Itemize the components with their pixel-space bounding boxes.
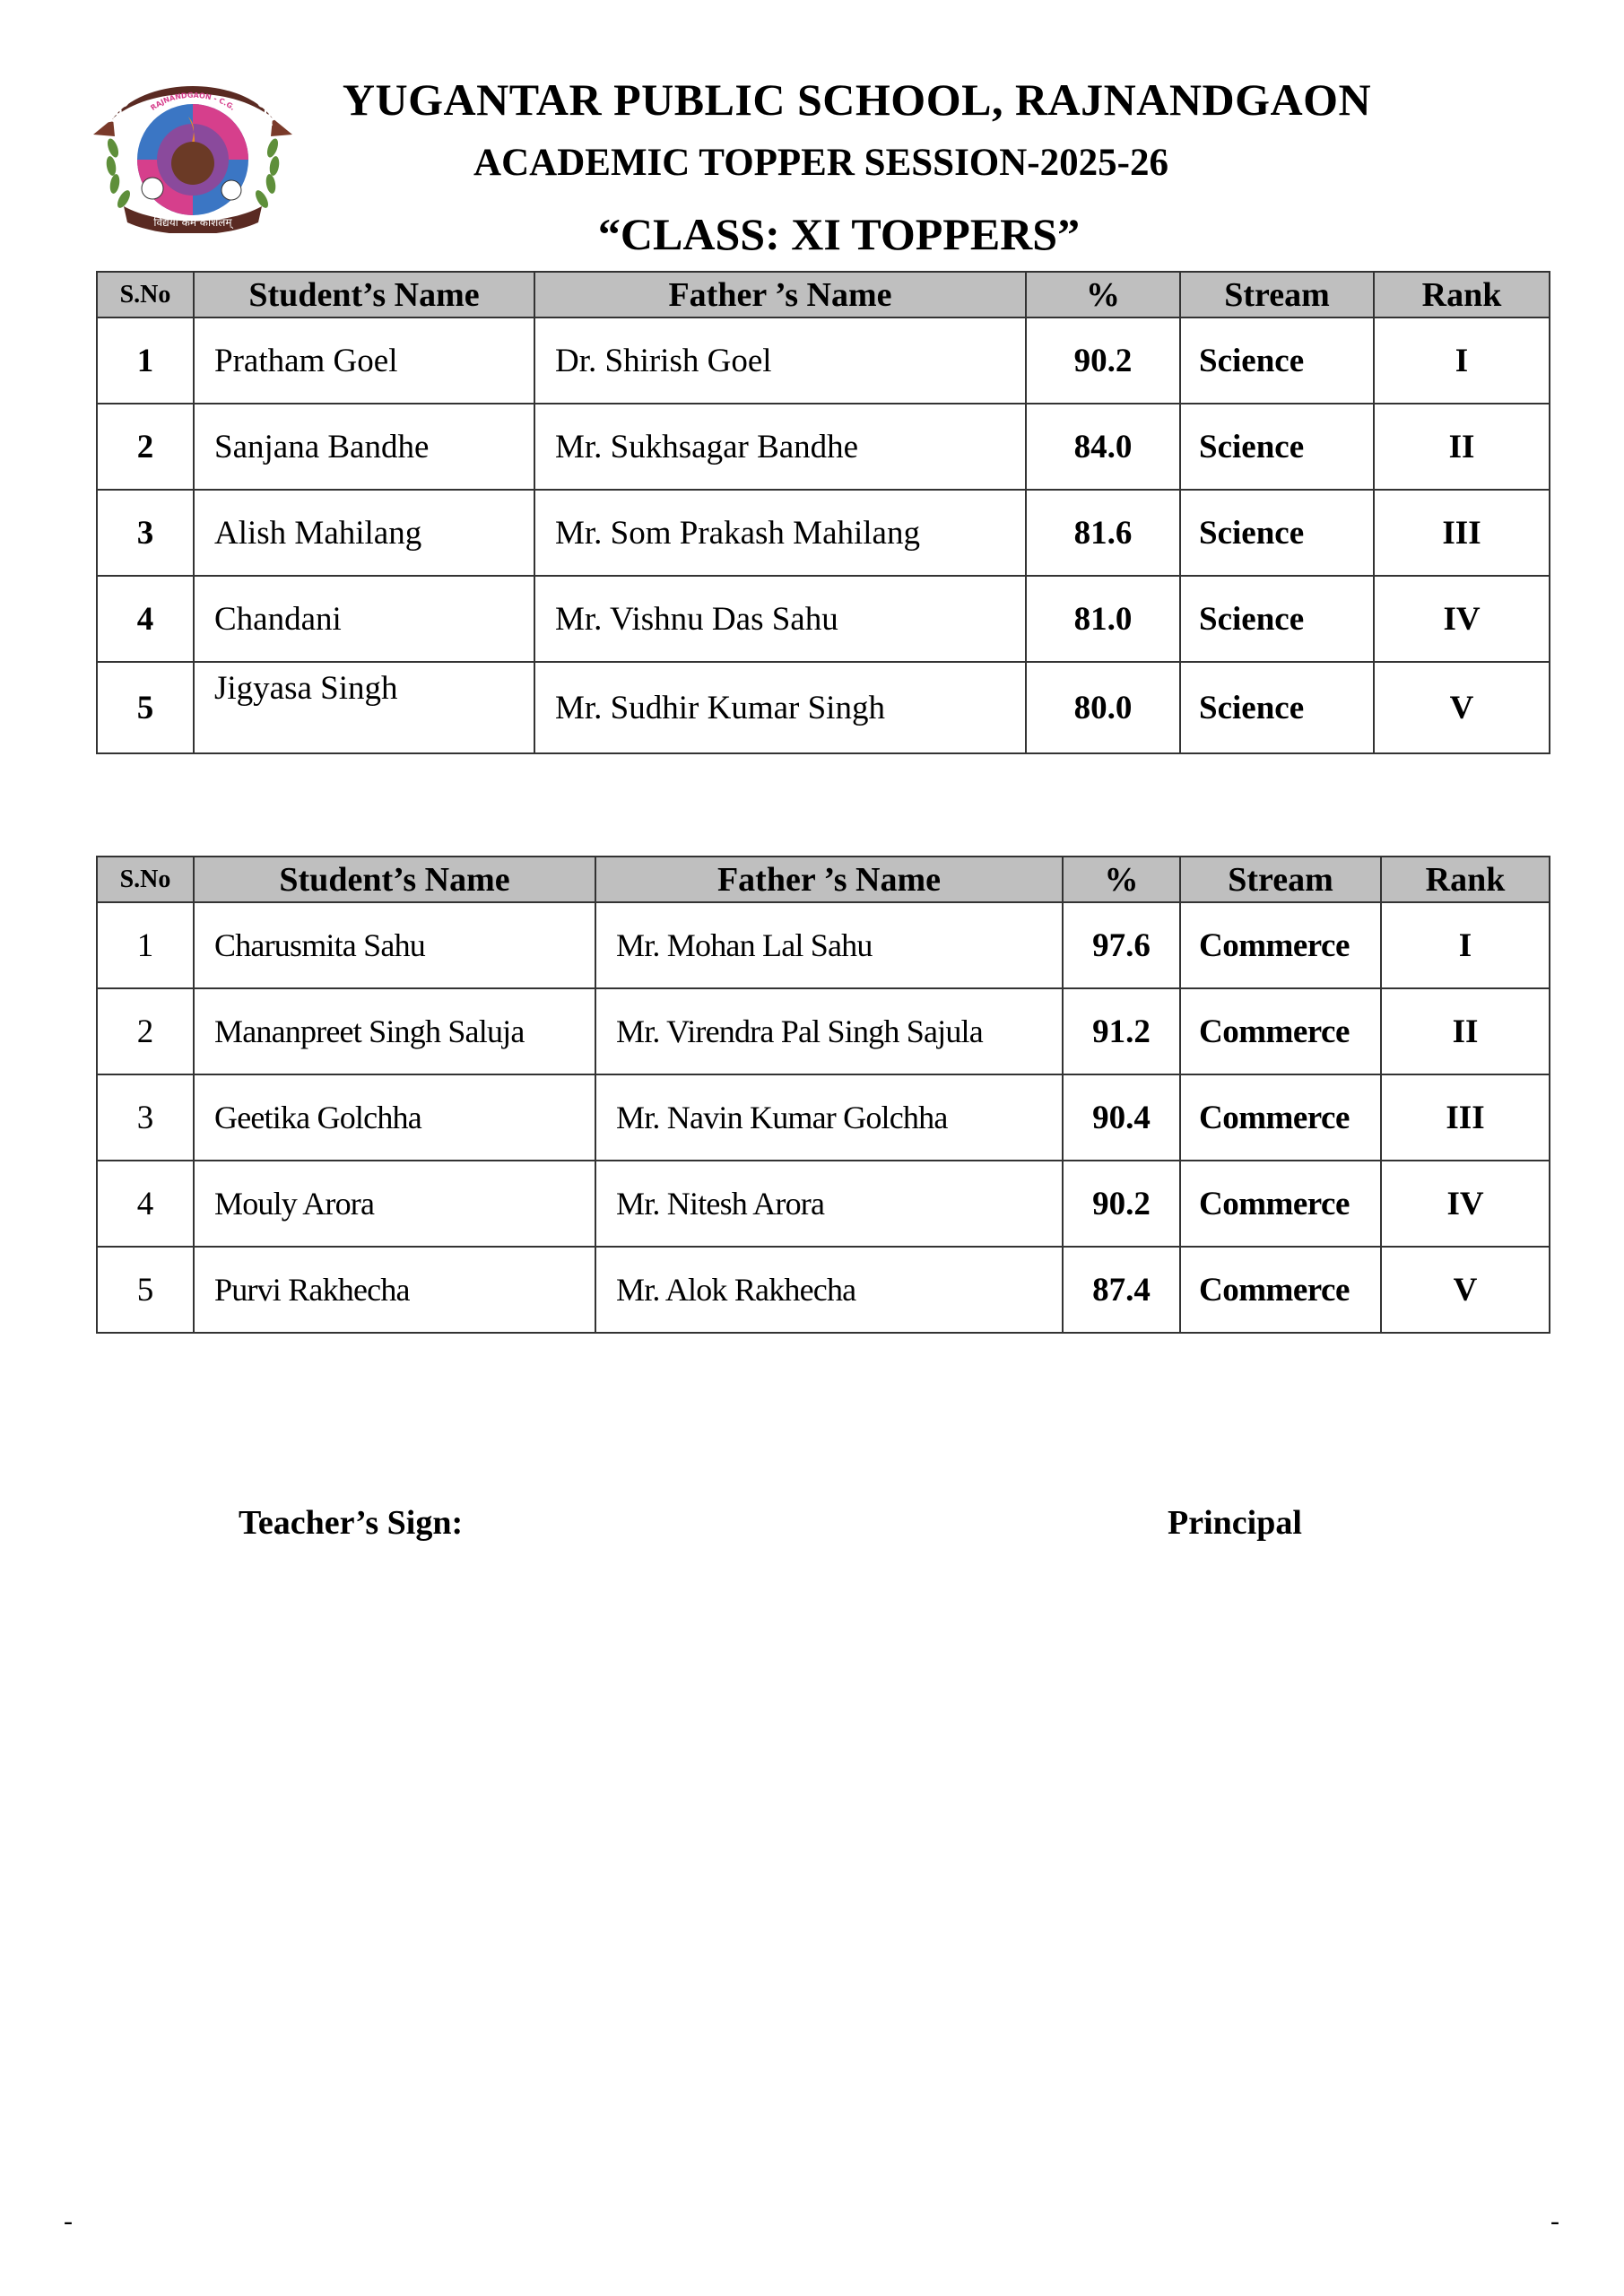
cell-father: Mr. Alok Rakhecha [595, 1247, 1063, 1333]
cell-percent: 84.0 [1026, 404, 1180, 490]
cell-stream: Commerce [1180, 988, 1381, 1074]
cell-father: Mr. Nitesh Arora [595, 1161, 1063, 1247]
col-header-student: Student’s Name [194, 272, 534, 317]
table-row [97, 902, 1550, 988]
cell-sno: 4 [97, 1161, 194, 1247]
cell-student: Sanjana Bandhe [194, 404, 534, 490]
cell-sno: 3 [97, 490, 194, 576]
cell-father: Mr. Virendra Pal Singh Sajula [595, 988, 1063, 1074]
principal-label: Principal [1168, 1504, 1302, 1542]
table-row [97, 404, 1550, 490]
table-row [97, 490, 1550, 576]
col-header-percent: % [1063, 857, 1180, 902]
cell-student: Chandani [194, 576, 534, 662]
cell-percent: 90.2 [1063, 1161, 1180, 1247]
cell-stream: Commerce [1180, 1247, 1381, 1333]
cell-student: Pratham Goel [194, 317, 534, 404]
cell-student: Geetika Golchha [194, 1074, 595, 1161]
cell-sno: 2 [97, 988, 194, 1074]
cell-stream: Science [1180, 317, 1374, 404]
cell-stream: Science [1180, 404, 1374, 490]
cell-father: Mr. Mohan Lal Sahu [595, 902, 1063, 988]
cell-sno: 2 [97, 404, 194, 490]
col-header-rank: Rank [1374, 272, 1550, 317]
col-header-stream: Stream [1180, 857, 1381, 902]
logo-top-text: YUGANTAR PUBLIC SCHOOL [104, 67, 282, 128]
school-title: YUGANTAR PUBLIC SCHOOL, RAJNANDGAON [342, 74, 1372, 125]
cell-percent: 90.4 [1063, 1074, 1180, 1161]
cell-percent: 87.4 [1063, 1247, 1180, 1333]
cell-stream: Science [1180, 576, 1374, 662]
cell-student-wrapper [194, 662, 534, 753]
cell-rank: V [1381, 1247, 1550, 1333]
class-title: “CLASS: XI TOPPERS” [597, 209, 1081, 259]
cell-rank: I [1381, 902, 1550, 988]
cell-percent: 81.0 [1026, 576, 1180, 662]
cell-percent: 80.0 [1026, 662, 1180, 753]
cell-rank: IV [1374, 576, 1550, 662]
logo-sub-text: RAJNANDGAON - C.G. [149, 91, 237, 112]
col-header-sno: S.No [97, 857, 194, 902]
cell-stream: Commerce [1180, 902, 1381, 988]
cell-rank: III [1374, 490, 1550, 576]
session-title: ACADEMIC TOPPER SESSION-2025-26 [473, 142, 1168, 184]
cell-rank: IV [1381, 1161, 1550, 1247]
col-header-sno: S.No [97, 272, 194, 317]
cell-father: Mr. Navin Kumar Golchha [595, 1074, 1063, 1161]
cell-father: Mr. Sudhir Kumar Singh [534, 662, 1026, 753]
col-header-student: Student’s Name [194, 857, 595, 902]
cell-father: Mr. Sukhsagar Bandhe [534, 404, 1026, 490]
cell-sno: 1 [97, 902, 194, 988]
col-header-father: Father ’s Name [534, 272, 1026, 317]
cell-rank: V [1374, 662, 1550, 753]
page-mark-left: - [64, 2206, 73, 2236]
table-row [97, 1161, 1550, 1247]
cell-percent: 91.2 [1063, 988, 1180, 1074]
table-row [97, 1247, 1550, 1333]
cell-sno: 5 [97, 662, 194, 753]
cell-sno: 1 [97, 317, 194, 404]
cell-percent: 81.6 [1026, 490, 1180, 576]
table-header-row [97, 857, 1550, 902]
cell-father: Dr. Shirish Goel [534, 317, 1026, 404]
cell-percent: 97.6 [1063, 902, 1180, 988]
cell-student: Mananpreet Singh Saluja [194, 988, 595, 1074]
col-header-father: Father ’s Name [595, 857, 1063, 902]
cell-rank: I [1374, 317, 1550, 404]
cell-stream: Commerce [1180, 1074, 1381, 1161]
cell-rank: II [1374, 404, 1550, 490]
cell-rank: III [1381, 1074, 1550, 1161]
cell-stream: Science [1180, 662, 1374, 753]
cell-student: Mouly Arora [194, 1161, 595, 1247]
col-header-percent: % [1026, 272, 1180, 317]
cell-sno: 3 [97, 1074, 194, 1161]
cell-stream: Commerce [1180, 1161, 1381, 1247]
table-row [97, 988, 1550, 1074]
col-header-stream: Stream [1180, 272, 1374, 317]
cell-student: Alish Mahilang [194, 490, 534, 576]
cell-student: Purvi Rakhecha [194, 1247, 595, 1333]
science-toppers-table [96, 271, 1550, 754]
table-row [97, 662, 1550, 753]
table-row [97, 317, 1550, 404]
cell-percent: 90.2 [1026, 317, 1180, 404]
cell-father: Mr. Som Prakash Mahilang [534, 490, 1026, 576]
table-row [97, 576, 1550, 662]
cell-stream: Science [1180, 490, 1374, 576]
table-row [97, 1074, 1550, 1161]
logo-motto: विद्यया कर्म कौशलम् [153, 216, 232, 229]
cell-student: Jigyasa Singh [214, 669, 398, 707]
cell-sno: 4 [97, 576, 194, 662]
page-mark-right: - [1550, 2206, 1559, 2236]
col-header-rank: Rank [1381, 857, 1550, 902]
cell-student: Charusmita Sahu [194, 902, 595, 988]
cell-sno: 5 [97, 1247, 194, 1333]
teacher-sign-label: Teacher’s Sign: [239, 1504, 464, 1542]
table-header-row [97, 272, 1550, 317]
cell-rank: II [1381, 988, 1550, 1074]
commerce-toppers-table [96, 856, 1550, 1334]
cell-father: Mr. Vishnu Das Sahu [534, 576, 1026, 662]
